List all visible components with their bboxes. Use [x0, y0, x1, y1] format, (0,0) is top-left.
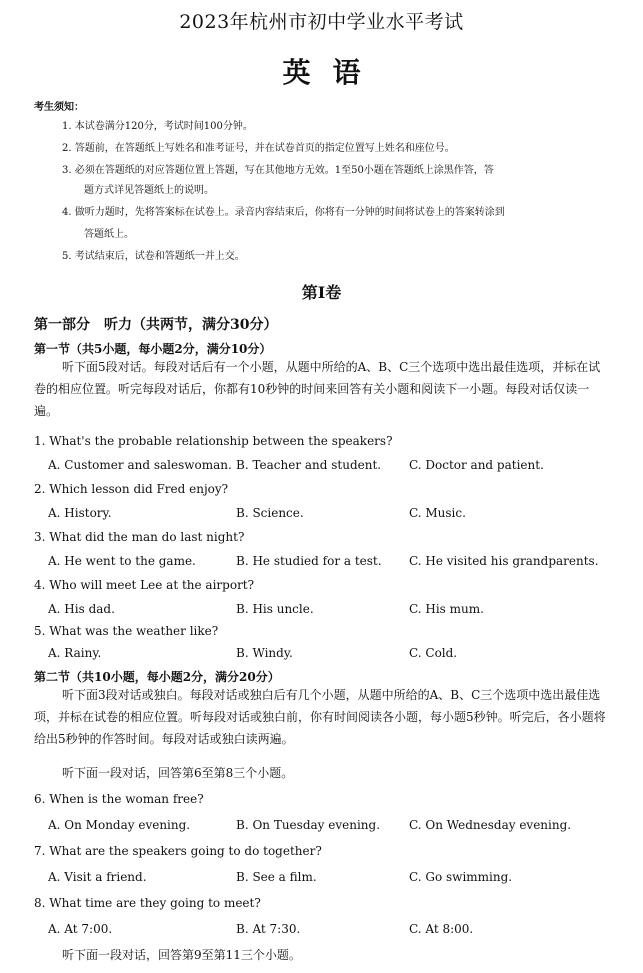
option-b: B. His uncle. [236, 602, 314, 616]
notice-item: 答题纸上。 [84, 229, 134, 240]
option-a: A. Visit a friend. [48, 870, 147, 884]
question-4: 4. Who will meet Lee at the airport? [34, 578, 255, 592]
section1-instructions-text: 听下面5段对话。每段对话后有一个小题，从题中所给的A、B、C三个选项中选出最佳选项，并标在试卷的相应位置。听完每段对话后，你都有10秒钟的时间来回答有关小题和阅读下一小题。每段对话仅读一遍。 [34, 360, 601, 418]
listening-intro: 听下面一段对话，回答第6至第8三个小题。 [62, 766, 294, 780]
section1-title: 第一节（共5小题，每小题2分，满分10分） [34, 342, 272, 356]
subject-title: 英语 [282, 56, 383, 89]
section2-instructions-text: 听下面3段对话或独白。每段对话或独白后有几个小题，从题中所给的A、B、C三个选项中选出最佳选项，并标在试卷的相应位置。听每段对话或独白前，你有时间阅读各小题，每小题5秒钟。听完后，各小题将给出5秒钟的作答时间。每段对话或独白读两遍。 [34, 688, 606, 746]
option-a: A. On Monday evening. [48, 818, 191, 832]
option-b: B. On Tuesday evening. [236, 818, 381, 832]
part1-title: 第一部分 听力（共两节，满分30分） [34, 317, 278, 333]
notice-item: 1. 本试卷满分120分，考试时间100分钟。 [62, 121, 253, 132]
option-a: A. Rainy. [48, 646, 102, 660]
question-3: 3. What did the man do last night? [34, 530, 245, 544]
volume-heading: 第Ⅰ卷 [301, 283, 342, 302]
notice-item: 题方式详见答题纸上的说明。 [84, 185, 214, 196]
option-b: B. He studied for a test. [236, 554, 382, 568]
option-b: B. Windy. [236, 646, 293, 660]
exam-title: 2023年杭州市初中学业水平考试 [179, 11, 464, 33]
option-c: C. He visited his grandparents. [409, 554, 599, 568]
notice-item: 3. 必须在答题纸的对应答题位置上答题，写在其他地方无效。1至50小题在答题纸上涂黑作答，答 [62, 165, 494, 176]
notice-heading: 考生须知： [34, 102, 84, 113]
option-c: C. His mum. [409, 602, 484, 616]
option-c: C. At 8:00. [409, 922, 474, 936]
option-c: C. Music. [409, 506, 466, 520]
question-2: 2. Which lesson did Fred enjoy? [34, 482, 229, 496]
section2-instructions [34, 684, 610, 750]
option-b: B. See a film. [236, 870, 317, 884]
listening-intro: 听下面一段对话，回答第9至第11三个小题。 [62, 948, 301, 962]
question-8: 8. What time are they going to meet? [34, 896, 261, 910]
option-b: B. Science. [236, 506, 304, 520]
notice-item: 4. 做听力题时，先将答案标在试卷上。录音内容结束后，你将有一分钟的时间将试卷上的答案转涂到 [62, 207, 505, 218]
option-c: C. On Wednesday evening. [409, 818, 572, 832]
question-1: 1. What's the probable relationship between the speakers? [34, 434, 393, 448]
option-a: A. At 7:00. [48, 922, 113, 936]
option-c: C. Go swimming. [409, 870, 513, 884]
notice-item: 5. 考试结束后，试卷和答题纸一并上交。 [62, 251, 245, 262]
section2-title: 第二节（共10小题，每小题2分，满分20分） [34, 670, 280, 684]
question-5: 5. What was the weather like? [34, 624, 219, 638]
section1-instructions [34, 356, 610, 422]
notice-item: 2. 答题前，在答题纸上写姓名和准考证号，并在试卷首页的指定位置写上姓名和座位号。 [62, 143, 455, 154]
question-7: 7. What are the speakers going to do together? [34, 844, 322, 858]
option-a: A. Customer and saleswoman. [48, 458, 232, 472]
option-b: B. At 7:30. [236, 922, 301, 936]
question-6: 6. When is the woman free? [34, 792, 204, 806]
option-a: A. His dad. [48, 602, 115, 616]
option-c: C. Doctor and patient. [409, 458, 544, 472]
option-c: C. Cold. [409, 646, 458, 660]
option-b: B. Teacher and student. [236, 458, 382, 472]
option-a: A. History. [48, 506, 112, 520]
option-a: A. He went to the game. [48, 554, 196, 568]
